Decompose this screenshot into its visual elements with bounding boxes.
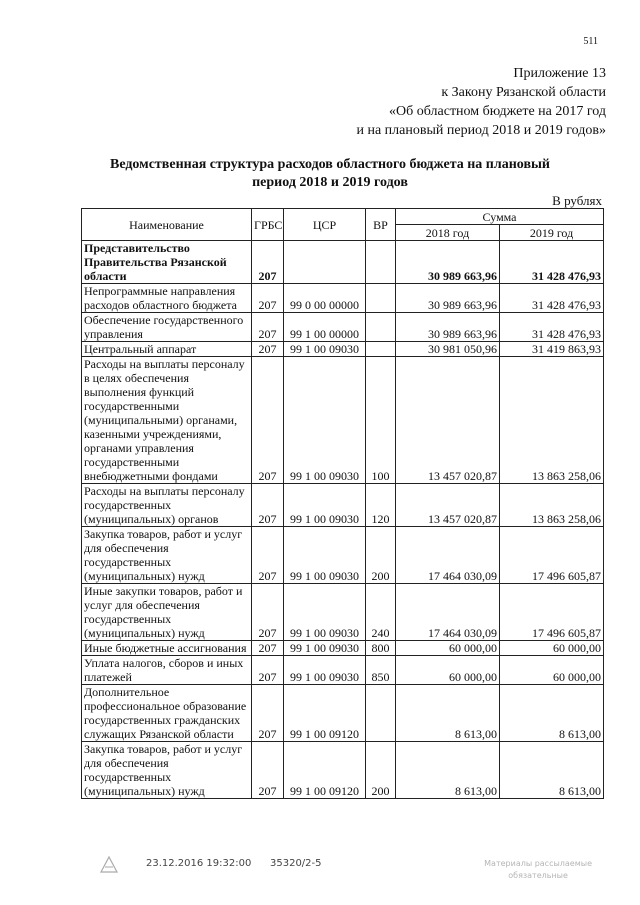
row-2019: 17 496 605,87 — [500, 527, 604, 584]
row-csr: 99 1 00 09030 — [284, 357, 366, 484]
row-2019: 8 613,00 — [500, 685, 604, 742]
row-csr: 99 1 00 09030 — [284, 527, 366, 584]
row-vr: 850 — [366, 656, 396, 685]
row-grbs: 207 — [252, 584, 284, 641]
footer-stamp — [484, 858, 592, 882]
row-2018: 30 989 663,96 — [396, 241, 500, 284]
row-grbs: 207 — [252, 742, 284, 799]
row-name: Расходы на выплаты персоналу в целях обеспечения выполнения функций государственными (муниципальными) органами, казенными учреждениями, органами управления государственными внебюджетными фондами — [82, 357, 252, 484]
row-2018: 60 000,00 — [396, 656, 500, 685]
table-row — [82, 342, 604, 357]
row-vr: 200 — [366, 742, 396, 799]
row-grbs: 207 — [252, 484, 284, 527]
row-grbs: 207 — [252, 357, 284, 484]
row-2019: 31 428 476,93 — [500, 284, 604, 313]
title-line-2: период 2018 и 2019 годов — [252, 175, 408, 190]
table-row — [82, 641, 604, 656]
row-vr: 200 — [366, 527, 396, 584]
table-row — [82, 484, 604, 527]
table-row — [82, 357, 604, 484]
table-row — [82, 313, 604, 342]
row-grbs: 207 — [252, 313, 284, 342]
appendix-heading — [356, 64, 606, 140]
row-csr: 99 1 00 09030 — [284, 484, 366, 527]
budget-table — [81, 208, 604, 799]
footer-stamp-line: обязательные — [508, 871, 568, 880]
row-2019: 60 000,00 — [500, 641, 604, 656]
row-2018: 13 457 020,87 — [396, 484, 500, 527]
row-vr: 100 — [366, 357, 396, 484]
footer-doc-id: 35320/2-5 — [270, 858, 322, 869]
row-csr: 99 0 00 00000 — [284, 284, 366, 313]
row-vr: 120 — [366, 484, 396, 527]
row-grbs: 207 — [252, 685, 284, 742]
header-2019: 2019 год — [500, 225, 604, 241]
row-vr — [366, 342, 396, 357]
row-csr — [284, 241, 366, 284]
header-vr: ВР — [366, 209, 396, 241]
row-name: Закупка товаров, работ и услуг для обеспечения государственных (муниципальных) нужд — [82, 527, 252, 584]
row-2018: 17 464 030,09 — [396, 527, 500, 584]
table-row — [82, 742, 604, 799]
row-2019: 31 428 476,93 — [500, 313, 604, 342]
row-2018: 17 464 030,09 — [396, 584, 500, 641]
row-grbs: 207 — [252, 342, 284, 357]
table-row — [82, 284, 604, 313]
row-csr: 99 1 00 09120 — [284, 742, 366, 799]
row-2018: 8 613,00 — [396, 742, 500, 799]
row-name: Обеспечение государственного управления — [82, 313, 252, 342]
row-grbs: 207 — [252, 656, 284, 685]
row-vr — [366, 685, 396, 742]
row-grbs: 207 — [252, 641, 284, 656]
row-2018: 30 989 663,96 — [396, 284, 500, 313]
header-sum: Сумма — [396, 209, 604, 225]
row-name: Иные закупки товаров, работ и услуг для обеспечения государственных (муниципальных) нужд — [82, 584, 252, 641]
row-name: Представительство Правительства Рязанской области — [82, 241, 252, 284]
row-name: Расходы на выплаты персоналу государственных (муниципальных) органов — [82, 484, 252, 527]
row-grbs: 207 — [252, 284, 284, 313]
footer-stamp-line: Материалы рассылаемые — [484, 859, 592, 868]
row-csr: 99 1 00 09030 — [284, 656, 366, 685]
appendix-line: «Об областном бюджете на 2017 год — [389, 104, 606, 119]
row-csr: 99 1 00 09120 — [284, 685, 366, 742]
table-row — [82, 656, 604, 685]
row-vr: 240 — [366, 584, 396, 641]
row-csr: 99 1 00 09030 — [284, 342, 366, 357]
row-name: Иные бюджетные ассигнования — [82, 641, 252, 656]
printer-logo-icon — [100, 856, 118, 874]
row-2019: 17 496 605,87 — [500, 584, 604, 641]
row-grbs: 207 — [252, 241, 284, 284]
table-row — [82, 241, 604, 284]
row-2018: 13 457 020,87 — [396, 357, 500, 484]
row-vr — [366, 313, 396, 342]
row-name: Дополнительное профессиональное образование государственных гражданских служащих Рязанской области — [82, 685, 252, 742]
row-vr: 800 — [366, 641, 396, 656]
row-csr: 99 1 00 00000 — [284, 313, 366, 342]
row-vr — [366, 241, 396, 284]
units-label: В рублях — [552, 193, 602, 208]
row-csr: 99 1 00 09030 — [284, 584, 366, 641]
row-2018: 30 981 050,96 — [396, 342, 500, 357]
row-2019: 60 000,00 — [500, 656, 604, 685]
appendix-line: к Закону Рязанской области — [441, 85, 606, 100]
row-vr — [366, 284, 396, 313]
table-row — [82, 527, 604, 584]
row-name: Центральный аппарат — [82, 342, 252, 357]
row-2019: 13 863 258,06 — [500, 357, 604, 484]
document-title — [60, 156, 600, 192]
row-csr: 99 1 00 09030 — [284, 641, 366, 656]
header-csr: ЦСР — [284, 209, 366, 241]
row-2019: 31 428 476,93 — [500, 241, 604, 284]
row-2018: 8 613,00 — [396, 685, 500, 742]
footer-timestamp: 23.12.2016 19:32:00 — [146, 858, 252, 869]
header-name: Наименование — [82, 209, 252, 241]
row-2019: 31 419 863,93 — [500, 342, 604, 357]
row-name: Непрограммные направления расходов областного бюджета — [82, 284, 252, 313]
table-row — [82, 584, 604, 641]
page-number: 511 — [583, 36, 598, 47]
row-2018: 60 000,00 — [396, 641, 500, 656]
row-name: Уплата налогов, сборов и иных платежей — [82, 656, 252, 685]
title-line-1: Ведомственная структура расходов областного бюджета на плановый — [109, 157, 550, 172]
appendix-line: и на плановый период 2018 и 2019 годов» — [356, 123, 606, 138]
appendix-line: Приложение 13 — [513, 66, 606, 81]
header-grbs: ГРБС — [252, 209, 284, 241]
table-row — [82, 685, 604, 742]
row-2019: 13 863 258,06 — [500, 484, 604, 527]
row-2019: 8 613,00 — [500, 742, 604, 799]
row-name: Закупка товаров, работ и услуг для обеспечения государственных (муниципальных) нужд — [82, 742, 252, 799]
row-2018: 30 989 663,96 — [396, 313, 500, 342]
header-2018: 2018 год — [396, 225, 500, 241]
row-grbs: 207 — [252, 527, 284, 584]
